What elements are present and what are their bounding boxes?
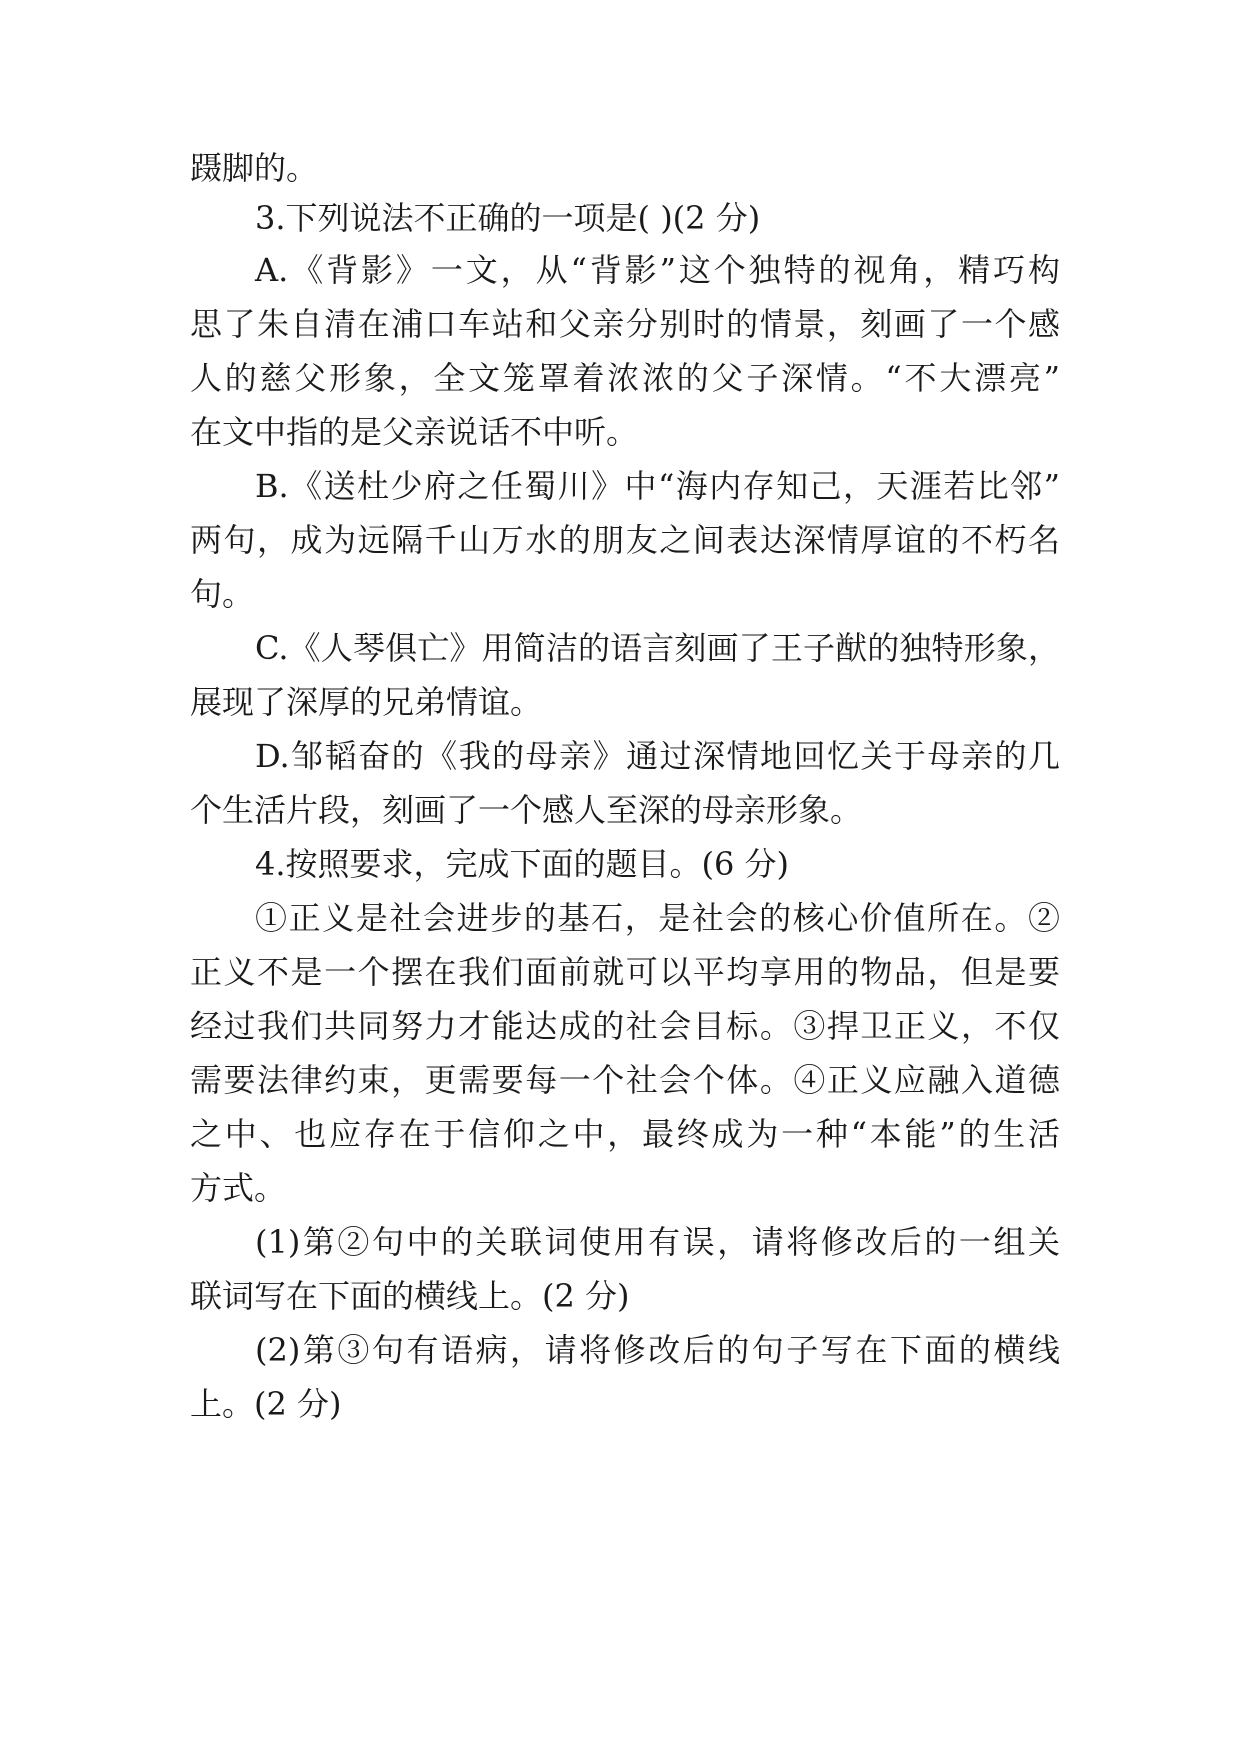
option-b-line-1: B.《送杜少府之任蜀川》中“海内存知己，天涯若比邻” <box>255 467 1060 505</box>
subquestion-2-line-2: 上。(2 分) <box>190 1385 342 1423</box>
option-a-line-1: A.《背影》一文，从“背影”这个独特的视角，精巧构 <box>255 251 1060 289</box>
question-4-heading: 4.按照要求，完成下面的题目。(6 分) <box>255 845 790 883</box>
question-3-heading: 3.下列说法不正确的一项是( )(2 分) <box>255 199 761 237</box>
option-a-line-2: 思了朱自清在浦口车站和父亲分别时的情景，刻画了一个感 <box>190 305 1060 343</box>
passage-line-2: 正义不是一个摆在我们面前就可以平均享用的物品，但是要 <box>190 953 1060 991</box>
subquestion-2-line-1: (2)第③句有语病，请将修改后的句子写在下面的横线 <box>255 1331 1060 1369</box>
option-c-line-1: C.《人琴俱亡》用简洁的语言刻画了王子猷的独特形象， <box>255 629 1060 667</box>
text-line-0: 蹑脚的。 <box>190 149 319 187</box>
option-d-line-1: D.邹韬奋的《我的母亲》通过深情地回忆关于母亲的几 <box>255 737 1060 775</box>
option-d-line-2: 个生活片段，刻画了一个感人至深的母亲形象。 <box>190 791 863 829</box>
subquestion-1-line-2: 联词写在下面的横线上。(2 分) <box>190 1277 630 1315</box>
passage-line-3: 经过我们共同努力才能达成的社会目标。③捍卫正义，不仅 <box>190 1007 1060 1045</box>
option-a-line-4: 在文中指的是父亲说话不中听。 <box>190 413 639 451</box>
passage-line-1: ①正义是社会进步的基石，是社会的核心价值所在。② <box>255 899 1060 937</box>
subquestion-1-line-1: (1)第②句中的关联词使用有误，请将修改后的一组关 <box>255 1223 1060 1261</box>
option-c-line-2: 展现了深厚的兄弟情谊。 <box>190 683 543 721</box>
passage-line-4: 需要法律约束，更需要每一个社会个体。④正义应融入道德 <box>190 1061 1060 1099</box>
option-a-line-3: 人的慈父形象，全文笼罩着浓浓的父子深情。“不大漂亮” <box>190 359 1060 397</box>
passage-line-6: 方式。 <box>190 1169 287 1207</box>
option-b-line-3: 句。 <box>190 575 255 613</box>
option-b-line-2: 两句，成为远隔千山万水的朋友之间表达深情厚谊的不朽名 <box>190 521 1060 559</box>
passage-line-5: 之中、也应存在于信仰之中，最终成为一种“本能”的生活 <box>190 1115 1060 1153</box>
